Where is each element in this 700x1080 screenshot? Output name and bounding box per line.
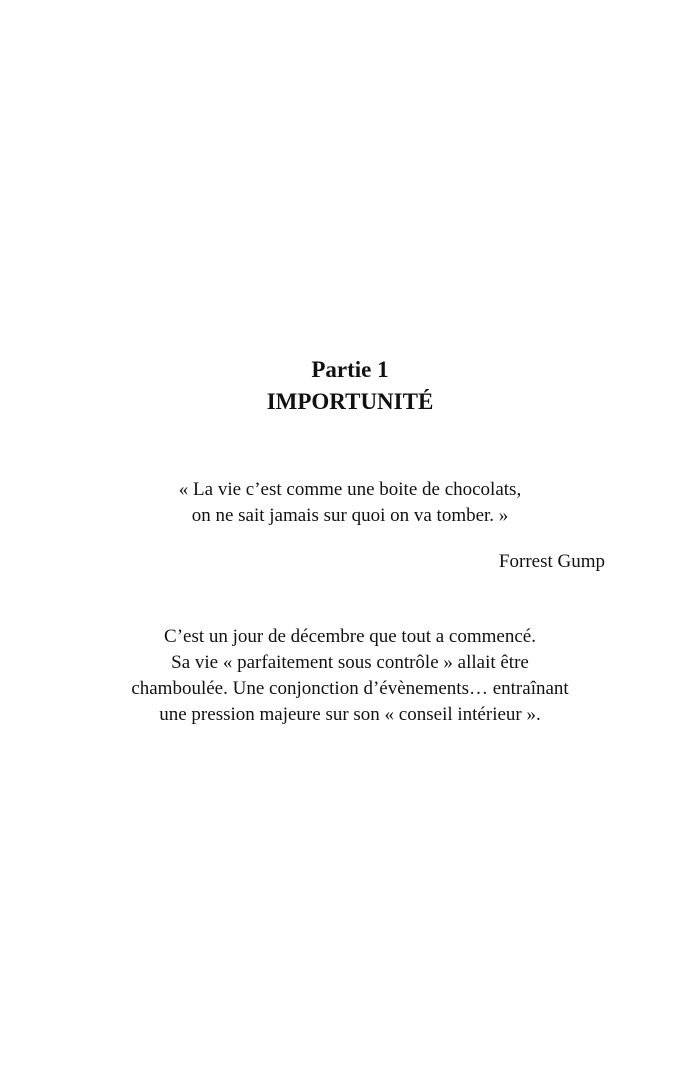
epigraph-line: on ne sait jamais sur quoi on va tomber. » [191,505,509,526]
summary-line: une pression majeure sur son « conseil intérieur ». [159,704,541,725]
epigraph-attribution: Forrest Gump [498,551,605,572]
summary-line: chamboulée. Une conjonction d’évènements… entraînant [131,678,569,699]
part-summary [0,624,700,728]
part-title: IMPORTUNITÉ [266,389,434,414]
epigraph-quote [0,477,700,529]
summary-line: Sa vie « parfaitement sous contrôle » allait être [171,652,529,673]
epigraph-line: « La vie c’est comme une boite de chocolats, [178,479,522,500]
part-heading [0,354,700,418]
summary-line: C’est un jour de décembre que tout a commencé. [164,626,536,647]
part-label: Partie 1 [311,357,389,382]
